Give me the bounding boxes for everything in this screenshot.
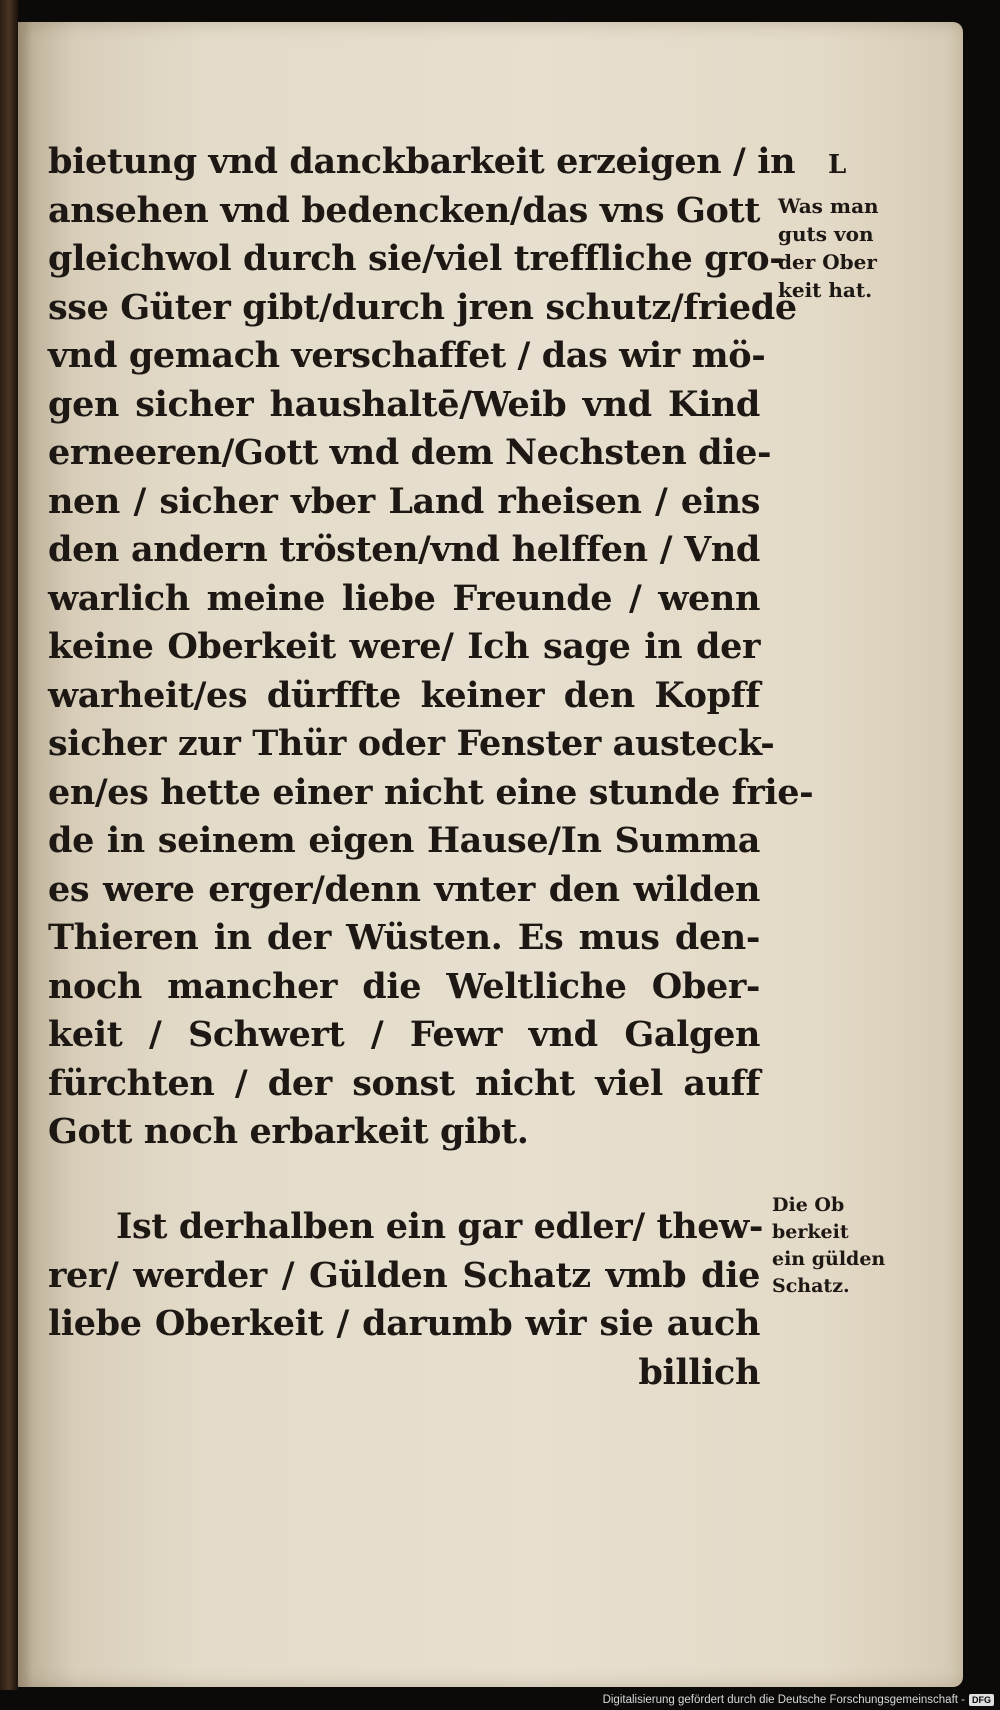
text-line: den andern trösten/vnd helffen / Vnd: [48, 529, 760, 570]
text-line: sse Güter gibt/durch jren schutz/friede: [48, 286, 797, 328]
marginal-note-line: keit hat.: [778, 278, 873, 302]
text-line: keine Oberkeit were/ Ich sage in der: [48, 626, 760, 667]
marginal-note-2: [772, 1192, 912, 1300]
dfg-logo-icon: DFG: [969, 1694, 994, 1706]
main-paragraph: [48, 138, 814, 1157]
marginal-note-line: berkeit: [772, 1221, 849, 1243]
text-line: sicher zur Thür oder Fenster austeck-: [48, 723, 775, 764]
page-gutter-shadow: [18, 22, 32, 1687]
book-spine: [0, 0, 18, 1690]
folio-number: L: [828, 150, 847, 180]
marginal-note-line: Schatz.: [772, 1275, 850, 1297]
text-line: fürchten / der sonst nicht viel auff: [48, 1062, 760, 1104]
text-line: ansehen vnd bedencken/das vns Gott: [48, 189, 760, 231]
text-line: vnd gemach verschaffet / das wir mö-: [48, 335, 766, 376]
text-line: gleichwol durch sie/viel treffliche gro-: [48, 238, 784, 279]
marginal-note-line: Was man: [778, 194, 879, 218]
text-line: bietung vnd danckbarkeit erzeigen / in: [48, 141, 796, 182]
text-line: keit / Schwert / Fewr vnd Galgen: [48, 1014, 760, 1055]
text-line: rer/ werder / Gülden Schatz vmb die: [48, 1254, 760, 1296]
catchword: billich: [638, 1351, 760, 1393]
marginal-note-line: der Ober: [778, 250, 877, 274]
footer-credit: [603, 1692, 994, 1708]
text-line: de in seinem eigen Hause/In Summa: [48, 820, 760, 861]
text-line: Gott noch erbarkeit gibt.: [48, 1111, 529, 1152]
text-line: en/es hette einer nicht eine stunde frie-: [48, 771, 814, 813]
marginal-note-line: Die Ob: [772, 1194, 845, 1216]
text-line: warheit/es dürffte keiner den Kopff: [48, 674, 760, 716]
marginal-note-line: guts von: [778, 222, 874, 246]
text-line: warlich meine liebe Freunde / wenn: [48, 577, 760, 619]
text-line: Thieren in der Wüsten. Es mus den-: [48, 917, 760, 958]
text-line: gen sicher haushaltē/Weib vnd Kind: [48, 383, 760, 425]
text-line: liebe Oberkeit / darumb wir sie auch: [48, 1303, 760, 1344]
second-paragraph: [48, 1203, 764, 1397]
text-line: Ist derhalben ein gar edler/ thew-: [116, 1206, 764, 1247]
footer-credit-text: Digitalisierung gefördert durch die Deutsche Forschungsgemeinschaft -: [602, 1694, 965, 1706]
marginal-note-1: [778, 192, 918, 304]
text-line: noch mancher die Weltliche Ober-: [48, 965, 760, 1007]
marginal-note-line: ein gülden: [772, 1248, 886, 1270]
text-line: nen / sicher vber Land rheisen / eins: [48, 480, 760, 522]
text-line: es were erger/denn vnter den wilden: [48, 868, 760, 910]
text-line: erneeren/Gott vnd dem Nechsten die-: [48, 432, 772, 473]
